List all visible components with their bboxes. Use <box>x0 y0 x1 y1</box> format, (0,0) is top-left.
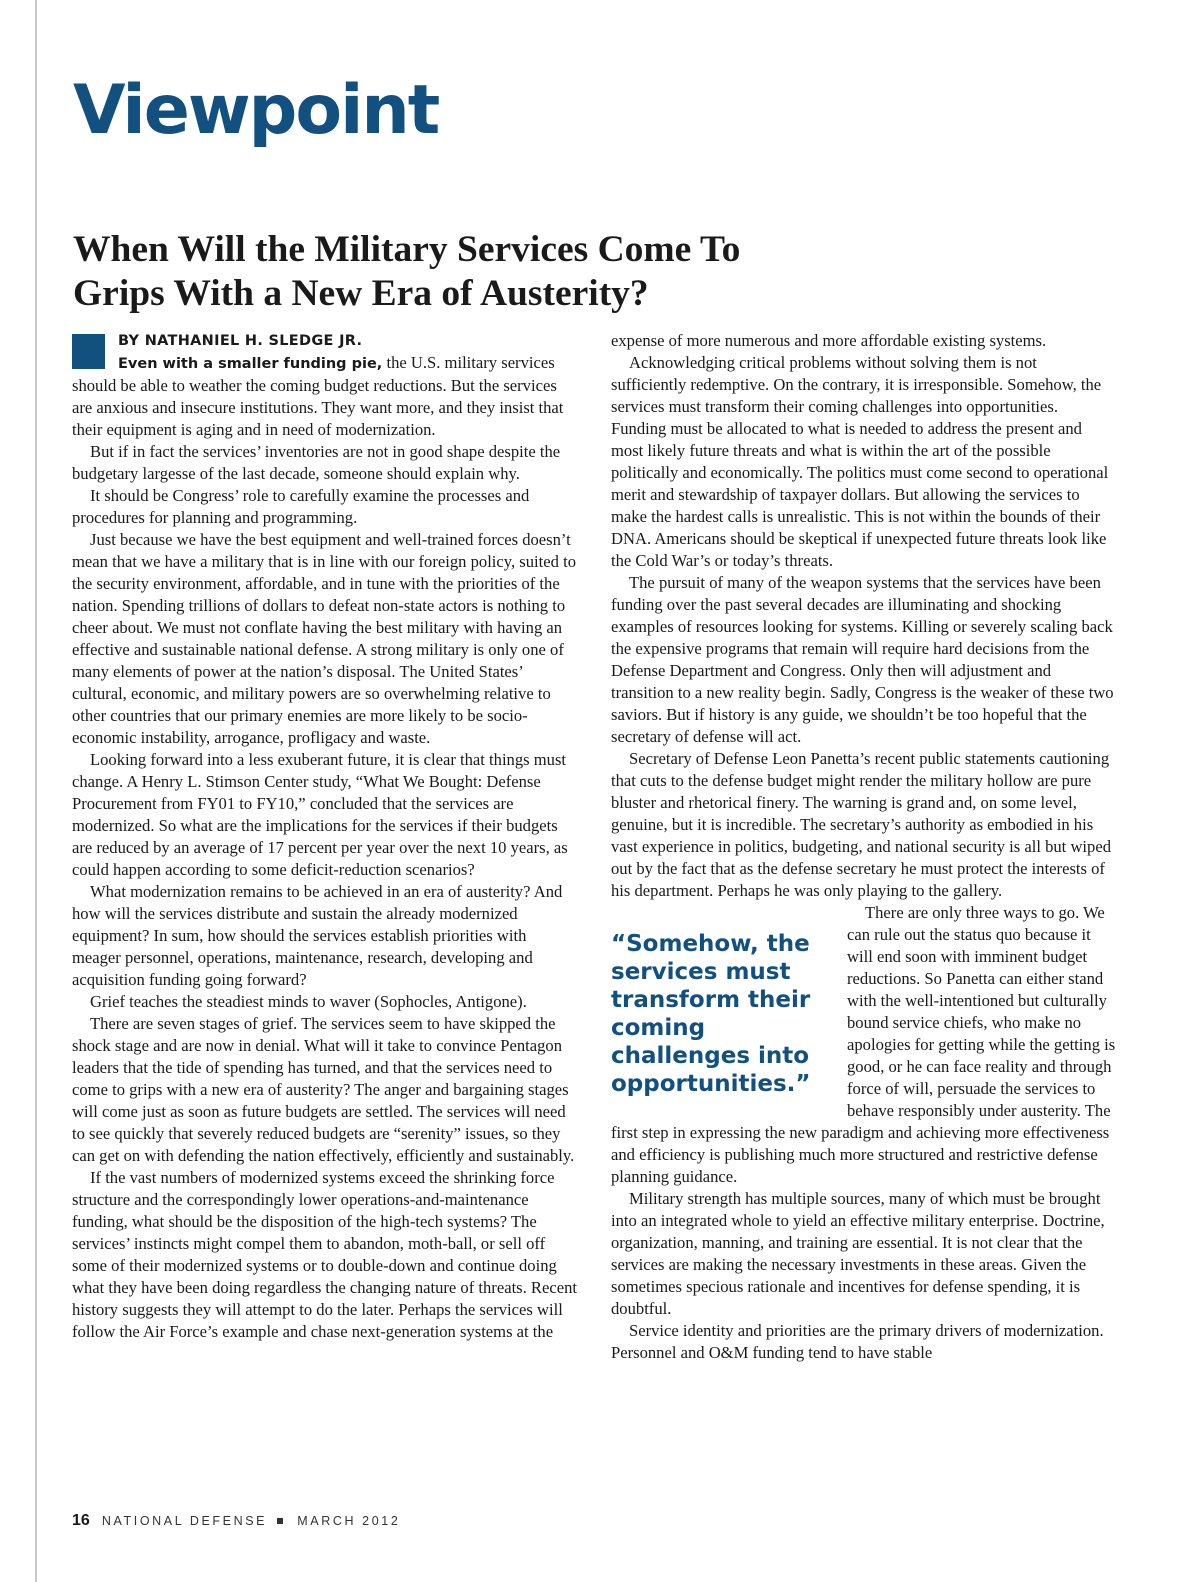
paragraph: Looking forward into a less exuberant future, it is clear that things must change. A Henry L. Stimson Center study, “What We Bought: Defense Procurement from FY01 to FY10,” concluded that the services are modernized. So what are the implications for the services if their budgets are reduced by an average of 17 percent per year over the next 10 years, as could happen according to some deficit-reduction scenarios? <box>72 750 568 879</box>
publication-name: NATIONAL DEFENSE <box>101 1514 268 1528</box>
issue-date: MARCH 2012 <box>297 1514 401 1528</box>
paragraph: expense of more numerous and more affordable existing systems. <box>611 331 1047 350</box>
article-column-right <box>611 330 1116 1364</box>
page-number: 16 <box>72 1512 90 1529</box>
page-footer <box>72 1512 400 1530</box>
paragraph: Secretary of Defense Leon Panetta’s recent public statements cautioning that cuts to the defense budget might render the military hollow are pure bluster and rhetorical finery. The warning is grand and, on some level, genuine, but it is incredible. The secretary’s authority as embodied in his vast experience in politics, budgeting, and national security is all but wiped out by the fact that as the defense secretary he must protect the interests of his department. Perhaps he was only playing to the gallery. <box>611 749 1111 900</box>
pull-quote: “Somehow, the services must transform their coming challenges into opportunities.” <box>611 931 811 1097</box>
lead-in: Even with a smaller funding pie, <box>118 356 383 372</box>
paragraph: What modernization remains to be achieved in an era of austerity? And how will the services distribute and sustain the already modernized equipment? In sum, how should the services establish priorities with meager personnel, operations, maintenance, research, developing and acquisition funding going forward? <box>72 882 563 989</box>
paragraph: Service identity and priorities are the primary drivers of modernization. Personnel and O&M funding tend to have stable <box>611 1321 1104 1362</box>
article-start-marker <box>72 334 105 369</box>
paragraph: Military strength has multiple sources, many of which must be brought into an integrated whole to yield an effective military enterprise. Doctrine, organization, manning, and training are essential. It is not clear that the services are making the necessary investments in these areas. Given the sometimes specious rationale and incentives for defense spending, it is doubtful. <box>611 1189 1105 1318</box>
footer-separator <box>277 1518 283 1524</box>
page-edge-rule <box>35 0 37 1582</box>
paragraph: Acknowledging critical problems without solving them is not sufficiently redemptive. On the contrary, it is irresponsible. Somehow, the services must transform their coming challenges into opportunities. Funding must be allocated to what is needed to address the present and most likely future threats and what is within the art of the possible politically and economically. The politics must come second to operational merit and stewardship of taxpayer dollars. But allowing the services to make the hardest calls is unrealistic. This is not within the bounds of their DNA. Americans should be skeptical if unexpected future threats look like the Cold War’s or today’s threats. <box>611 353 1109 570</box>
paragraph: If the vast numbers of modernized systems exceed the shrinking force structure and the correspondingly lower operations-and-maintenance funding, what should be the disposition of the high-tech systems? The services’ instincts might compel them to abandon, moth-ball, or sell off some of their modernized systems or to double-down and continue doing what they have been doing regardless the changing nature of threats. Recent history suggests they will attempt to do the later. Perhaps the services will follow the Air Force’s example and chase next-generation systems at the <box>72 1168 577 1341</box>
paragraph: Even with a smaller funding pie, the U.S. military services should be able to weather the coming budget reductions. But the services are anxious and insecure institutions. They want more, and they insist that their equipment is aging and in need of modernization. <box>72 353 564 439</box>
paragraph: There are only three ways to go. We can rule out the status quo because it will end soon with imminent budget reductions. So Panetta can either stand with the well-intentioned but culturally bound service chiefs, who make no apologies for getting while the getting is good, or he can face reality and through force of will, persuade the services to behave responsibly under austerity. The first step in expressing the new paradigm and achieving more effectiveness and efficiency is publishing much more structured and restrictive defense planning guidance. <box>611 903 1116 1186</box>
paragraph: It should be Congress’ role to carefully examine the processes and procedures for planning and programming. <box>72 486 530 527</box>
paragraph: Grief teaches the steadiest minds to waver (Sophocles, Antigone). <box>90 992 527 1011</box>
paragraph: Just because we have the best equipment and well-trained forces doesn’t mean that we have a military that is in line with our foreign policy, suited to the security environment, affordable, and in tune with the priorities of the nation. Spending trillions of dollars to defeat non-state actors is nothing to cheer about. We must not conflate having the best military with having an effective and sustainable national defense. A strong military is only one of many elements of power at the nation’s disposal. The United States’ cultural, economic, and military powers are so overwhelming relative to other countries that our primary enemies are more likely to be socio-economic instability, arrogance, profligacy and waste. <box>72 530 576 747</box>
article-column-left <box>72 330 577 1343</box>
paragraph: But if in fact the services’ inventories are not in good shape despite the budgetary largesse of the last decade, someone should explain why. <box>72 442 561 483</box>
byline: BY NATHANIEL H. SLEDGE JR. <box>118 333 363 349</box>
paragraph: There are seven stages of grief. The services seem to have skipped the shock stage and are now in denial. What will it take to convince Pentagon leaders that the tide of spending has turned, and that the services need to come to grips with a new era of austerity? The anger and bargaining stages will come just as soon as future budgets are settled. The services will need to see quickly that severely reduced budgets are “serenity” issues, so they can get on with defending the nation effectively, efficiently and sustainably. <box>72 1014 575 1165</box>
paragraph: The pursuit of many of the weapon systems that the services have been funding over the past several decades are illuminating and shocking examples of resources looking for systems. Killing or severely scaling back the expensive programs that remain will require hard decisions from the Defense Department and Congress. Only then will adjustment and transition to a new reality begin. Sadly, Congress is the weaker of these two saviors. But if history is any guide, we shouldn’t be too hopeful that the secretary of defense will act. <box>611 573 1114 746</box>
article-headline: When Will the Military Services Come To Grips With a New Era of Austerity? <box>73 229 741 314</box>
section-label: Viewpoint <box>73 71 439 150</box>
